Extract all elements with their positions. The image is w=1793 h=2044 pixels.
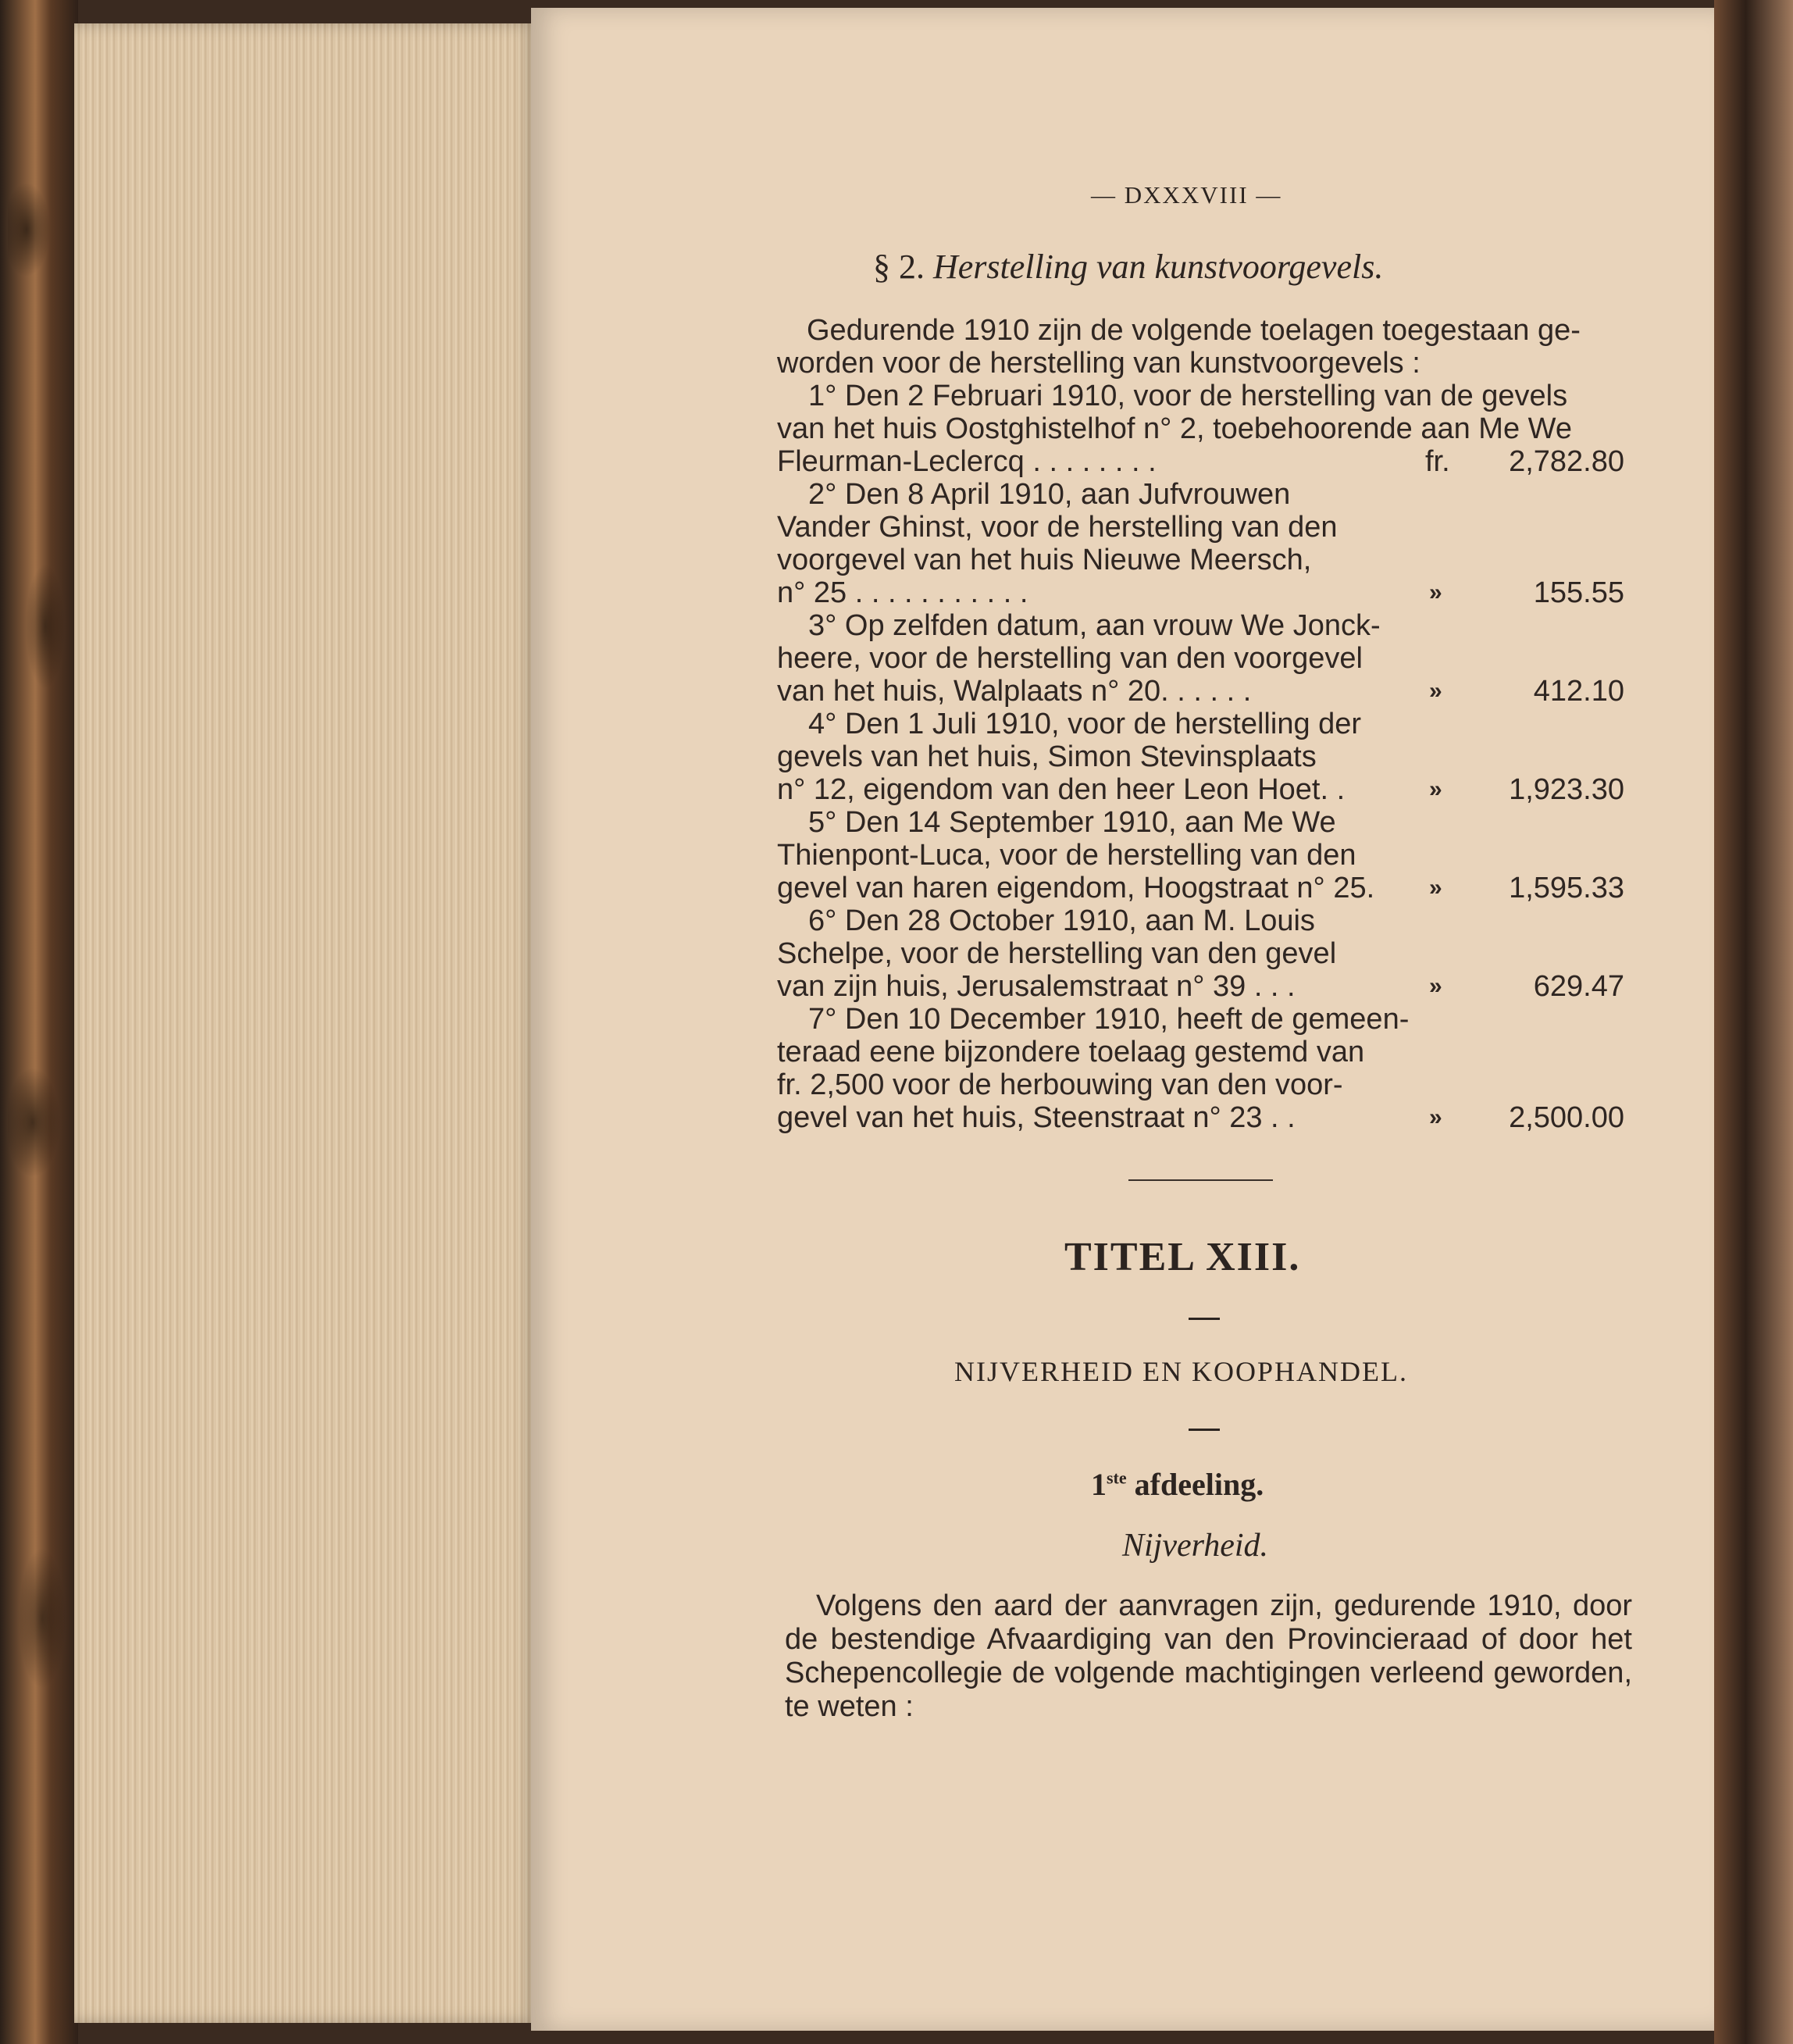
running-head: — DXXXVIII — (1091, 181, 1282, 209)
amount-value: 629.47 (1533, 970, 1624, 1003)
marbled-cover (8, 31, 70, 2015)
amount-value: 155.55 (1533, 576, 1624, 609)
grant-entry-line: van zijn huis, Jerusalemstraat n° 39 . . . (777, 970, 1296, 1003)
amount-value: 412.10 (1533, 675, 1624, 708)
grant-entry-line: 5° Den 14 September 1910, aan Me We (808, 806, 1336, 839)
division-ordinal: ste (1107, 1468, 1127, 1488)
grant-entry-line: n° 12, eigendom van den heer Leon Hoet. . (777, 773, 1346, 806)
separator-dash (1189, 1318, 1220, 1320)
grant-entry-line: Vander Ghinst, voor de herstelling van den (777, 511, 1338, 544)
amount-marker: » (1429, 678, 1442, 704)
grant-entry (777, 806, 1402, 904)
section-number: § 2. (873, 248, 925, 286)
grant-entry (777, 609, 1402, 708)
section-title: Herstelling van kunstvoorgevels. (933, 248, 1384, 286)
grant-entry-line: van het huis, Walplaats n° 20. . . . . . (777, 675, 1252, 708)
amount-marker: » (1429, 973, 1442, 999)
grant-entry-line: teraad eene bijzondere toelaag gestemd van (777, 1036, 1365, 1068)
grant-entry-line: voorgevel van het huis Nieuwe Meersch, (777, 544, 1312, 576)
amount-value: 2,500.00 (1509, 1101, 1624, 1134)
grant-entry-line: fr. 2,500 voor de herbouwing van den voor- (777, 1068, 1343, 1101)
division-number: 1 (1091, 1467, 1107, 1502)
subsection-title: Nijverheid. (1122, 1528, 1269, 1564)
amount-marker: » (1429, 1104, 1442, 1130)
separator-dash (1189, 1429, 1220, 1431)
grant-entry (777, 478, 1402, 609)
grant-entry-line: n° 25 . . . . . . . . . . . (777, 576, 1028, 609)
grant-entry-line: 3° Op zelfden datum, aan vrouw We Jonck- (808, 609, 1381, 642)
amount-marker: » (1429, 776, 1442, 802)
grant-entry (777, 708, 1402, 806)
grant-entry-line: 7° Den 10 December 1910, heeft de gemeen- (808, 1003, 1410, 1036)
closing-paragraph: Volgens den aard der aanvragen zijn, gedurende 1910, door de bestendige Afvaardiging van den Provincieraad of door het Schepencollegie de volgende machtigingen verleend geworden, te weten : (785, 1589, 1632, 1723)
amount-marker: fr. (1425, 445, 1450, 478)
grant-entry-line: gevel van haren eigendom, Hoogstraat n° 25. (777, 872, 1375, 904)
separator-rule (1128, 1179, 1273, 1181)
book-gutter (1714, 0, 1793, 2044)
grant-entry-line: 2° Den 8 April 1910, aan Jufvrouwen (808, 478, 1291, 511)
amount-value: 1,595.33 (1509, 872, 1624, 904)
grant-entry-line: van het huis Oostghistelhof n° 2, toebehoorende aan Me We (777, 412, 1572, 445)
chapter-subtitle: NIJVERHEID EN KOOPHANDEL. (954, 1356, 1408, 1387)
grant-entry-line: 6° Den 28 October 1910, aan M. Louis (808, 904, 1315, 937)
amount-value: 1,923.30 (1509, 773, 1624, 806)
division-heading (1091, 1466, 1264, 1503)
amount-marker: » (1429, 580, 1442, 605)
grant-entry (777, 1003, 1410, 1134)
amount-value: 2,782.80 (1509, 445, 1624, 478)
grant-entry-line: 1° Den 2 Februari 1910, voor de herstelling van de gevels (808, 380, 1568, 412)
intro-line: worden voor de herstelling van kunstvoorgevels : (777, 347, 1420, 380)
section-heading (873, 247, 1383, 287)
grant-entry-line: Thienpont-Luca, voor de herstelling van den (777, 839, 1356, 872)
page-edges (74, 23, 535, 2023)
amount-marker: » (1429, 875, 1442, 901)
book-spine (0, 0, 78, 2044)
grant-entry-line: 4° Den 1 Juli 1910, voor de herstelling der (808, 708, 1362, 740)
division-word: afdeeling. (1126, 1467, 1264, 1502)
chapter-title: TITEL XIII. (1064, 1235, 1301, 1279)
grant-entry-line: Fleurman-Leclercq . . . . . . . . (777, 445, 1157, 478)
grant-entry-line: gevel van het huis, Steenstraat n° 23 . . (777, 1101, 1296, 1134)
grant-entry-line: gevels van het huis, Simon Stevinsplaats (777, 740, 1317, 773)
grant-entry (777, 904, 1402, 1003)
intro-line: Gedurende 1910 zijn de volgende toelagen toegestaan ge- (807, 314, 1581, 347)
grant-entry-line: heere, voor de herstelling van den voorgevel (777, 642, 1363, 675)
grant-entry-line: Schelpe, voor de herstelling van den gevel (777, 937, 1337, 970)
